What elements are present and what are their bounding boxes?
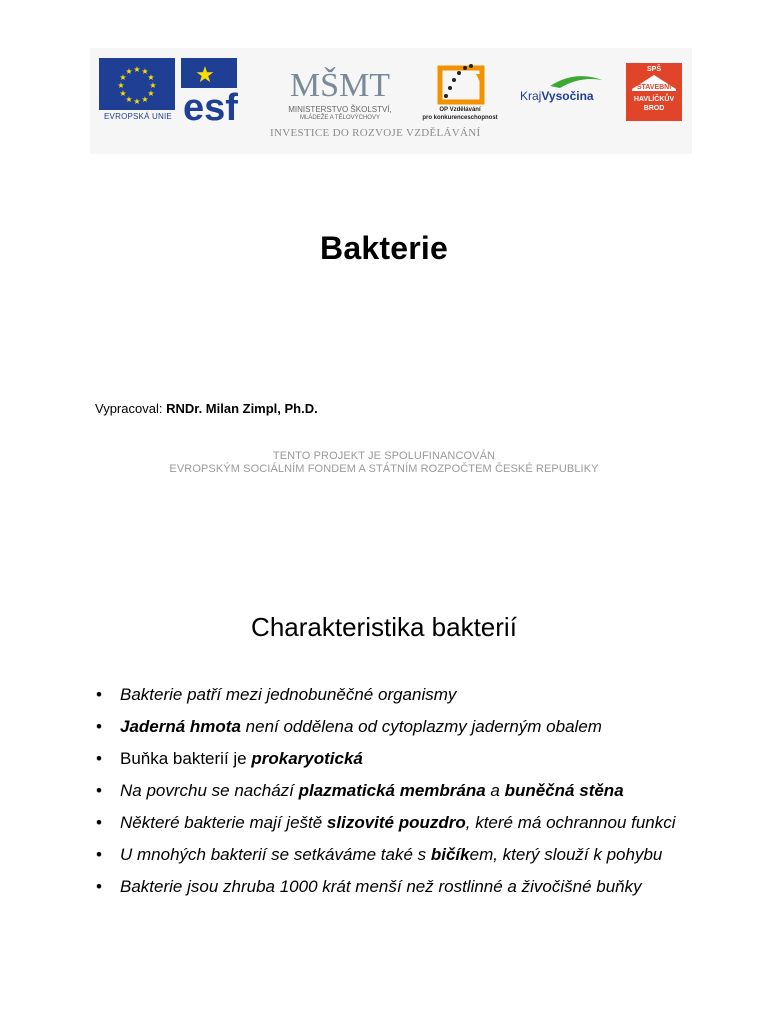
bullet-icon: • [96,845,102,864]
funding-line1: TENTO PROJEKT JE SPOLUFINANCOVÁN [272,450,496,462]
eu-label: EVROPSKÁ UNIE [104,112,172,121]
esf-logo [181,58,257,124]
bullet-text: Buňka bakterií je [120,749,252,768]
list-item [96,716,686,738]
svg-text:★: ★ [119,89,127,98]
eu-flag-logo [99,58,175,110]
kraj-prefix: Kraj [520,89,542,103]
bullet-text: U mnohých bakterií se setkáváme také s [120,845,431,864]
list-item [96,780,686,802]
sps-line1: SPŠ [646,66,661,73]
svg-text:★: ★ [147,73,155,82]
author-name: RNDr. Milan Zimpl, Ph.D. [166,401,318,416]
op-logo [432,60,492,108]
svg-text:★: ★ [119,73,127,82]
bullet-text: Bakterie patří mezi jednobuněčné organismy [120,685,457,704]
bullet-bold: plazmatická membrána [298,781,486,800]
bullet-text: , které má ochrannou funkci [465,813,676,832]
list-item [96,684,686,706]
svg-text:★: ★ [133,65,141,74]
sps-line3: HAVLÍČKŮV [633,96,675,103]
bullet-icon: • [96,749,102,768]
page-title: Bakterie [320,230,448,266]
author-label: Vypracoval: [95,401,163,416]
bullet-text: Některé bakterie mají ještě [120,813,327,832]
kraj-label [520,89,610,103]
msmt-line1: MINISTERSTVO ŠKOLSTVÍ, [288,105,392,114]
list-item [96,748,686,770]
sps-line4: BROD [643,105,665,112]
svg-text:★: ★ [125,67,133,76]
bullet-icon: • [96,813,102,832]
svg-text:★: ★ [141,95,149,104]
bullet-bold: buněčná stěna [504,781,624,800]
list-item [96,844,686,866]
op-line2: pro konkurenceschopnost [422,115,498,121]
svg-text:★: ★ [141,67,149,76]
msmt-letters: MŠMT [289,67,391,104]
svg-text:★: ★ [195,63,215,88]
bullet-bold: slizovité pouzdro [326,813,466,832]
eu-stars-icon [99,58,175,110]
svg-text:★: ★ [149,81,157,90]
bullet-text: a [485,781,505,800]
esf-label: esf [183,87,238,124]
msmt-line2: MLÁDEŽE A TĚLOVÝCHOVY [300,115,380,121]
section-heading: Charakteristika bakterií [251,612,517,642]
bullet-bold: Jaderná hmota [120,717,241,736]
bullet-text: em, který slouží k pohybu [469,845,663,864]
svg-text:★: ★ [133,97,141,106]
bullet-icon: • [96,877,102,896]
bullet-text: není oddělena od cytoplazmy jaderným obalem [240,717,602,736]
bullet-icon: • [96,717,102,736]
bullet-icon: • [96,781,102,800]
author-line [95,401,318,416]
svg-text:★: ★ [117,81,125,90]
bullet-bold: prokaryotická [251,749,363,768]
msmt-tagline: INVESTICE DO ROZVOJE VZDĚLÁVÁNÍ [270,127,481,139]
funding-line2: EVROPSKÝM SOCIÁLNÍM FONDEM A STÁTNÍM ROZPOČTEM ČESKÉ REPUBLIKY [169,463,599,475]
list-item [96,812,686,834]
sps-line2: STAVEBNÍ [636,84,672,91]
kraj-name: Vysočina [541,89,594,103]
bullet-text: Na povrchu se nachází [120,781,299,800]
svg-text:★: ★ [125,95,133,104]
bullet-text: Bakterie jsou zhruba 1000 krát menší než rostlinné a živočišné buňky [120,877,642,896]
funding-notice [0,450,768,476]
op-line1: OP Vzdělávání [439,107,481,113]
bullet-bold: bičík [430,845,470,864]
bullet-list [96,684,686,908]
svg-text:★: ★ [147,89,155,98]
bullet-icon: • [96,685,102,704]
list-item [96,876,686,898]
